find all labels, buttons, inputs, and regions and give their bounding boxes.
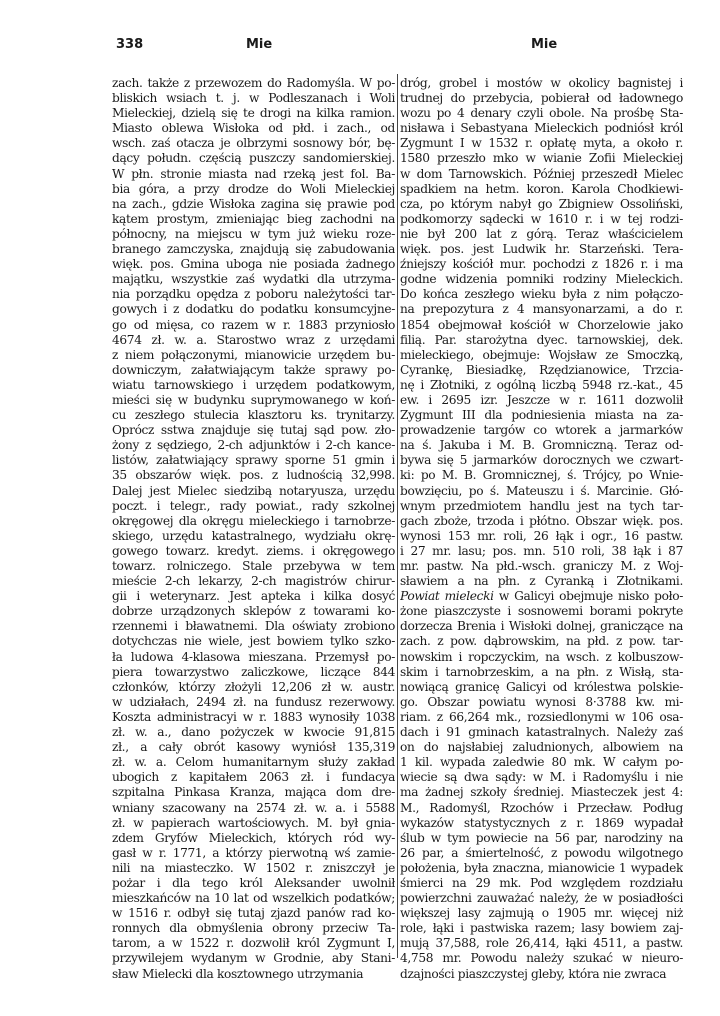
text-line: ła ludowa 4-klasowa mieszana. Przemysł po- bbox=[112, 649, 395, 664]
text-line: cza, po którym nabył go Zbigniew Ossoliński, bbox=[400, 196, 683, 211]
text-line: śmierci na 29 mk. Pod względem rozdziału bbox=[400, 875, 683, 890]
text-line: w dom Tarnowskich. Później przeszedł Mielec bbox=[400, 166, 683, 181]
text-line: godne widzenia pomniki rodziny Mieleckich. bbox=[400, 272, 683, 287]
text-line: nili na miasteczko. W 1502 r. zniszczył je bbox=[112, 860, 395, 875]
text-line: Cyrankę, Biesiadkę, Rzędzianowice, Trzcia- bbox=[400, 362, 683, 377]
text-line: gach zboże, trzoda i płótno. Obszar więk. pos. bbox=[400, 513, 683, 528]
text-line: na ś. Jakuba i M. B. Gromniczną. Teraz od- bbox=[400, 438, 683, 453]
text-line: 35 obszarów więk. pos. z ludnością 32,998. bbox=[112, 468, 395, 483]
text-line: mieście 2-ch lekarzy, 2-ch magistrów chirur- bbox=[112, 574, 395, 589]
text-line: mują 37,588, role 26,414, łąki 4511, a pastw. bbox=[400, 936, 683, 951]
text-line: bywa się 5 jarmarków dorocznych we czwart- bbox=[400, 453, 683, 468]
text-line: filią. Par. starożytna dyec. tarnowskiej, dek. bbox=[400, 332, 683, 347]
text-line: zdem Gryfów Mieleckich, których ród wy- bbox=[112, 830, 395, 845]
text-line: zach. z pow. dąbrowskim, na płd. z pow. tar- bbox=[400, 634, 683, 649]
column-divider bbox=[397, 74, 398, 958]
text-line: dach i 91 gminach katastralnych. Należy zaś bbox=[400, 725, 683, 740]
text-line: przywilejem wydanym w Grodnie, aby Stani- bbox=[112, 951, 395, 966]
text-line: sławiem a na płn. z Cyranką i Złotnikami. bbox=[400, 574, 683, 589]
text-line: poczt. i telegr., rady powiat., rady szkolnej bbox=[112, 498, 395, 513]
text-line: sław Mielecki dla kosztownego utrzymania bbox=[112, 966, 364, 981]
text-line: gasł w r. 1771, a którzy pierwotną wś zamie- bbox=[112, 845, 395, 860]
text-line: dący połudn. częścią puszczy sandomierskiej. bbox=[112, 151, 395, 166]
text-line: 4674 zł. w. a. Starostwo wraz z urzędami bbox=[112, 332, 395, 347]
text-line: bliskich wsiach t. j. w Podleszanach i Woli bbox=[112, 91, 395, 106]
text-line: wsch. zaś otacza je olbrzymi sosnowy bór, bę- bbox=[112, 136, 395, 151]
text-line: nowiącą granicę Galicyi od królestwa polskie- bbox=[400, 679, 683, 694]
text-line: dzajności piaszczystej gleby, która nie zwraca bbox=[400, 966, 667, 981]
left-text-column bbox=[112, 76, 395, 982]
text-line: rzennemi i bławatnemi. Dla oświaty zrobiono bbox=[112, 619, 395, 634]
text-line: z niem połączonymi, mianowicie urzędem bu- bbox=[112, 347, 395, 362]
text-line: położenia, była znaczna, mianowicie 1 wypadek bbox=[400, 860, 683, 875]
text-line: skim i tarnobrzeskim, a na płn. z Wisłą, sta- bbox=[400, 664, 683, 679]
text-line: Miasto oblewa Wisłoka od płd. i zach., od bbox=[112, 121, 395, 136]
text-line: branego zamczyska, znajdują się zabudowania bbox=[112, 242, 395, 257]
text-line: w 1516 r. odbył się tutaj zjazd panów rad ko- bbox=[112, 906, 395, 921]
text-line: północny, na miejscu w tym już wieku roze- bbox=[112, 226, 395, 241]
text-line: skiego, urzędu katastralnego, wydziału okrę- bbox=[112, 528, 395, 543]
text-line: tarom, a w 1522 r. dozwolił król Zygmunt I, bbox=[112, 936, 395, 951]
text-line: więk. pos. jest Ludwik hr. Starzeński. Tera- bbox=[400, 242, 683, 257]
text-line: gowego towarz. kredyt. ziems. i okręgowego bbox=[112, 543, 395, 558]
text-line: Do końca zeszłego wieku była z nim połączo- bbox=[400, 287, 683, 302]
text-line: i 27 mr. lasu; pos. mn. 510 roli, 38 łąk i 87 bbox=[400, 543, 683, 558]
text-line: dotychczas nie wiele, jest bowiem tylko szko- bbox=[112, 634, 395, 649]
text-line: dróg, grobel i mostów w okolicy bagnistej i bbox=[400, 76, 683, 90]
text-line: bia góra, a przy drodze do Woli Mieleckiej bbox=[112, 181, 395, 196]
text-line: Zygmunt III dla podniesienia miasta na za- bbox=[400, 408, 683, 423]
text-line: nia porządku opędza z poboru należytości tar- bbox=[112, 287, 395, 302]
text-line: prowadzenie targów co wtorek a jarmarków bbox=[400, 423, 683, 438]
text-line: wozu po 4 denary czyli obole. Na prośbę Sta- bbox=[400, 106, 683, 121]
text-line: pożar i dla tego król Aleksander uwolnił bbox=[112, 875, 395, 890]
text-line: wynosi 153 mr. roli, 26 łąk i ogr., 16 pastw. bbox=[400, 528, 683, 543]
text-line: 1580 przeszło mko w wianie Zofii Mieleckiej bbox=[400, 151, 683, 166]
text-line: listów, załatwiający sprawy sporne 51 gmin i bbox=[112, 453, 395, 468]
text-line: Powiat mielecki w Galicyi obejmuje nisko poło- bbox=[400, 589, 683, 604]
text-line: on do najsłabiej zaludnionych, albowiem na bbox=[400, 740, 683, 755]
text-line: w udziałach, 2494 zł. na fundusz rezerwowy. bbox=[112, 694, 395, 709]
text-line: wniany szacowany na 2574 zł. w. a. i 5588 bbox=[112, 800, 395, 815]
text-line: mieleckiego, obejmuje: Wojsław ze Smoczką, bbox=[400, 347, 683, 362]
text-line: gii i weterynarz. Jest apteka i kilka dosyć bbox=[112, 589, 395, 604]
section-heading-powiat-mielecki: Powiat mielecki bbox=[400, 589, 494, 604]
text-line: 1854 obejmował kościół w Chorzelowie jako bbox=[400, 317, 683, 332]
text-line: mr. pastw. Na płd.-wsch. graniczy M. z Woj- bbox=[400, 559, 683, 573]
running-head-left: Mie bbox=[246, 37, 273, 52]
text-line: W płn. stronie miasta nad rzeką jest fol. Ba- bbox=[112, 166, 395, 181]
text-line: riam. z 66,264 mk., rozsiedlonymi w 106 osa- bbox=[400, 709, 683, 724]
text-line: mieszkańców na 10 lat od wszelkich podatków; bbox=[112, 891, 395, 906]
text-line: Zygmunt I w 1532 r. opłatę myta, a około r. bbox=[400, 136, 683, 151]
text-line: M., Radomyśl, Rzochów i Przecław. Podług bbox=[400, 800, 683, 815]
text-line: mieści się w budynku suprymowanego w koń- bbox=[112, 392, 395, 407]
text-line: zł. w papierach wartościowych. M. był gnia- bbox=[112, 815, 395, 830]
text-line: zł. w. a. Celom humanitarnym służy zakład bbox=[112, 755, 395, 770]
text-line: nisława i Sebastyana Mieleckich podniósł król bbox=[400, 121, 683, 136]
text-line: spadkiem na hetm. koron. Karola Chodkiewi- bbox=[400, 181, 683, 196]
text-line: na prepozytura z 4 mansyonarzami, a do r. bbox=[400, 302, 683, 317]
text-line: nowskim i ropczyckim, na wsch. z kolbuszow- bbox=[400, 649, 683, 664]
text-line: towarz. rolniczego. Stale przebywa w tem bbox=[112, 559, 395, 573]
running-head-right: Mie bbox=[531, 37, 558, 52]
text-line: dobrze urządzonych sklepów z towarami ko- bbox=[112, 604, 395, 619]
text-line: więk. pos. Gmina uboga nie posiada żadnego bbox=[112, 257, 395, 272]
text-line: 1 kil. wypada zaledwie 80 mk. W całym po- bbox=[400, 755, 683, 770]
text-line: ślub w tym powiecie na 56 par, narodziny na bbox=[400, 830, 683, 845]
text-line: powierzchni zauważać należy, że w posiadłości bbox=[400, 891, 683, 906]
page-header bbox=[0, 37, 720, 57]
text-line: Koszta administracyi w r. 1883 wynosiły 1038 bbox=[112, 709, 395, 724]
text-line: szpitalna Pinkasa Kranza, mająca dom dre- bbox=[112, 785, 395, 800]
text-line: wiatu tarnowskiego i urzędem podatkowym, bbox=[112, 377, 395, 392]
text-line: gowych i z dodatku do podatku konsumcyjne- bbox=[112, 302, 395, 317]
text-line: na zach., gdzie Wisłoka zagina się prawie pod bbox=[112, 196, 395, 211]
text-line: go. Obszar powiatu wynosi 8·3788 kw. mi- bbox=[400, 694, 683, 709]
text-line: nę i Złotniki, z ogólną liczbą 5948 rz.-kat., 45 bbox=[400, 377, 683, 392]
text-line: Oprócz sstwa znajduje się tutaj sąd pow. zło- bbox=[112, 423, 395, 438]
text-line: wykazów statystycznych z r. 1869 wypadał bbox=[400, 815, 683, 830]
text-line: cu zeszłego stulecia klasztoru ks. trynitarzy. bbox=[112, 408, 395, 423]
text-line: kątem prostym, zmieniając bieg zachodni na bbox=[112, 211, 395, 226]
text-line: piera towarzystwo zaliczkowe, liczące 844 bbox=[112, 664, 395, 679]
text-line: członków, którzy złożyli 12,206 zł w. austr. bbox=[112, 679, 395, 694]
text-line: podkomorzy sądecki w 1610 r. i w tej rodzi- bbox=[400, 211, 683, 226]
text-line: żone piaszczyste i sosnowemi borami pokryte bbox=[400, 604, 683, 619]
text-line: go od mięsa, co razem w r. 1883 przyniosło bbox=[112, 317, 395, 332]
text-line: ubogich z kapitałem 2063 zł. i fundacya bbox=[112, 770, 395, 785]
text-line: okręgowej dla okręgu mieleckiego i tarnobrze- bbox=[112, 513, 395, 528]
text-line: Mieleckiej, dzielą się te drogi na kilka ramion. bbox=[112, 106, 395, 121]
text-line: nie był 200 lat z górą. Teraz właścicielem bbox=[400, 226, 683, 241]
text-line: wiecie są dwa sądy: w M. i Radomyślu i nie bbox=[400, 770, 683, 785]
text-line: ronnych dla obmyślenia obrony przeciw Ta- bbox=[112, 921, 395, 936]
text-line: Dalej jest Mielec siedzibą notaryusza, urzędu bbox=[112, 483, 395, 498]
text-line: zł. w. a., dano pożyczek w kwocie 91,815 bbox=[112, 725, 395, 740]
text-line: ma żadnej szkoły średniej. Miasteczek jest 4: bbox=[400, 785, 683, 800]
text-line: majątku, wszystkie zaś wydatki dla utrzyma- bbox=[112, 272, 395, 287]
text-line: trudnej do przebycia, pobierał od ładownego bbox=[400, 91, 683, 106]
text-line: dorzecza Brenia i Wisłoki dolnej, graniczące na bbox=[400, 619, 683, 634]
text-line: wnym przedmiotem handlu jest na tych tar- bbox=[400, 498, 683, 513]
text-line: większej lasy zajmują o 1905 mr. więcej niż bbox=[400, 906, 683, 921]
text-line: role, łąki i pastwiska razem; lasy bowiem zaj- bbox=[400, 921, 683, 936]
text-line: zł., a cały obrót kasowy wyniósł 135,319 bbox=[112, 740, 395, 755]
text-line: downiczym, załatwiającym także sprawy po- bbox=[112, 362, 395, 377]
text-line: ki: po M. B. Gromnicznej, ś. Trójcy, po Wnie- bbox=[400, 468, 683, 483]
text-line: żony z sędziego, 2-ch adjunktów i 2-ch kance- bbox=[112, 438, 395, 453]
right-text-column bbox=[400, 76, 683, 982]
text-line: 26 par, a śmiertelność, z powodu wilgotnego bbox=[400, 845, 683, 860]
text-line: 4,758 mr. Powodu należy szukać w nieuro- bbox=[400, 951, 683, 966]
text-line: ew. i 2695 izr. Jeszcze w r. 1611 dozwolił bbox=[400, 392, 683, 407]
text-line: źniejszy kościół mur. pochodzi z 1826 r. i ma bbox=[400, 257, 683, 272]
text-line: zach. także z przewozem do Radomyśla. W po- bbox=[112, 76, 395, 90]
page-number: 338 bbox=[116, 37, 144, 52]
text-line: bowzięciu, po ś. Mateuszu i ś. Marcinie. Głó- bbox=[400, 483, 683, 498]
